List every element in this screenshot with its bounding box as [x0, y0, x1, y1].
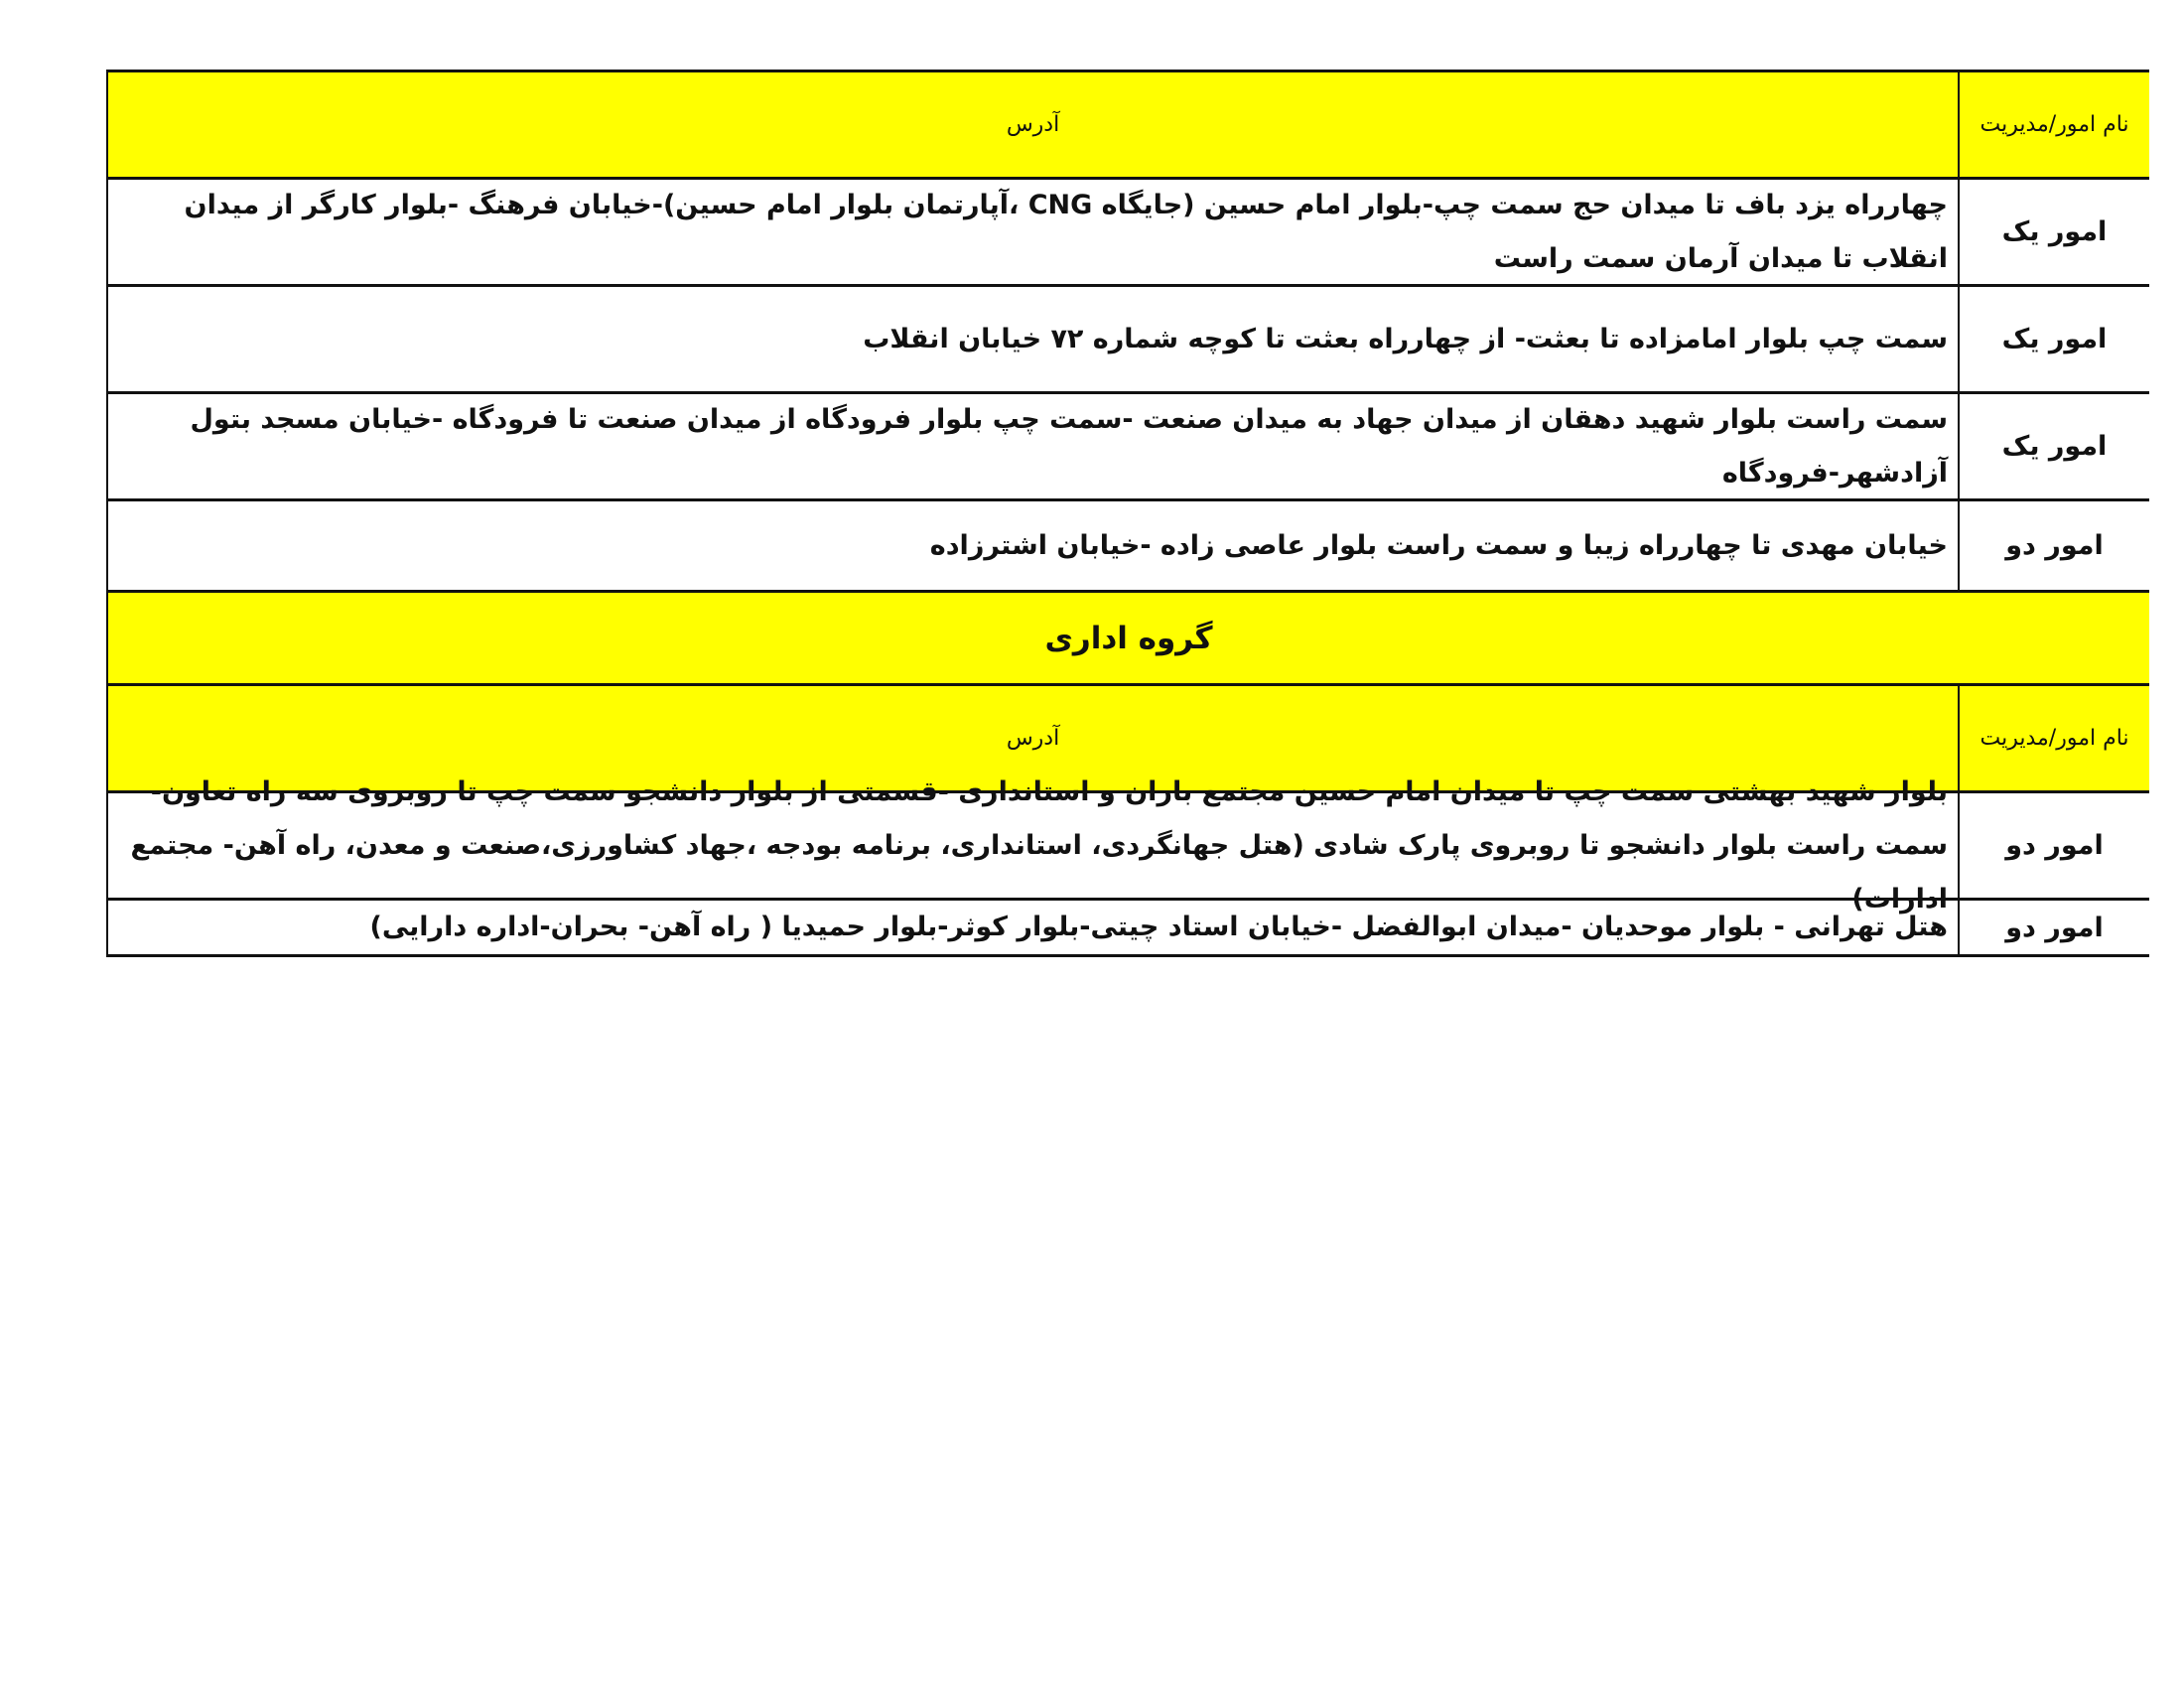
row-address-cell — [108, 180, 1958, 284]
row-address: سمت چپ بلوار امامزاده تا بعثت- از چهارراه بعثت تا کوچه شماره ۷۲ خیابان انقلاب — [863, 323, 1948, 354]
table-row — [106, 501, 2149, 593]
row-address-cell — [108, 901, 1958, 954]
row-name: امور دو — [2005, 530, 2104, 561]
row-name: امور دو — [2005, 830, 2104, 861]
header-address-label: آدرس — [1006, 725, 1060, 751]
table-row — [106, 394, 2149, 501]
row-name-cell — [1958, 793, 2149, 898]
section-title: گروه اداری — [1044, 620, 1213, 656]
header-address-cell — [108, 72, 1958, 177]
header-name-label: نام امور/مدیریت — [1979, 112, 2129, 137]
row-address: هتل تهرانی - بلوار موحدیان -میدان ابوالفضل -خیابان استاد چیتی-بلوار کوثر-بلوار حمیدیا ( راه آهن- بحران-اداره دارایی) — [369, 912, 1948, 942]
row-address: چهارراه یزد باف تا میدان حج سمت چپ-بلوار امام حسین (جایگاه CNG ،آپارتمان بلوار امام حسین)-خیابان فرهنگ -بلوار کارگر از میدان انقلاب تا میدان آرمان سمت راست — [184, 189, 1948, 274]
table-row — [106, 287, 2149, 394]
row-name-cell — [1958, 901, 2149, 954]
row-address: خیابان مهدی تا چهارراه زیبا و سمت راست بلوار عاصی زاده -خیابان اشترزاده — [929, 529, 1948, 561]
row-address-cell — [108, 394, 1958, 498]
row-name: امور یک — [2001, 216, 2108, 247]
row-name: امور یک — [2001, 324, 2108, 354]
table-row — [106, 180, 2149, 287]
row-name: امور دو — [2005, 912, 2104, 943]
row-address-cell — [108, 287, 1958, 391]
row-name-cell — [1958, 287, 2149, 391]
address-table — [106, 70, 2149, 957]
row-name-cell — [1958, 394, 2149, 498]
header-name-label: نام امور/مدیریت — [1979, 726, 2129, 751]
table-row — [106, 901, 2149, 957]
table-header — [106, 72, 2149, 180]
row-name: امور یک — [2001, 431, 2108, 462]
row-name-cell — [1958, 180, 2149, 284]
header-name-cell — [1958, 686, 2149, 790]
row-name-cell — [1958, 501, 2149, 590]
row-address-cell — [108, 501, 1958, 590]
header-address-label: آدرس — [1006, 111, 1060, 137]
header-name-cell — [1958, 72, 2149, 177]
row-address-cell — [108, 775, 1958, 914]
row-address: سمت راست بلوار شهید دهقان از میدان جهاد به میدان صنعت -سمت چپ بلوار فرودگاه از میدان صنعت تا فرودگاه -خیابان مسجد بتول آزادشهر-فرودگاه — [190, 403, 1948, 489]
section-title-row — [106, 593, 2149, 686]
row-address: بلوار شهید بهشتی سمت چپ تا میدان امام حسین مجتمع باران و استانداری -قسمتی از بلوار دانشجو سمت چپ تا روبروی سه راه تعاون-سمت راست بلوار دانشجو تا روبروی پارک شادی (هتل جهانگردی، استانداری، برنامه بودجه ،جهاد کشاورزی،صنعت و معدن، راه آهن- مجتمع ادارات) — [130, 775, 1948, 914]
table-row — [106, 775, 2149, 914]
